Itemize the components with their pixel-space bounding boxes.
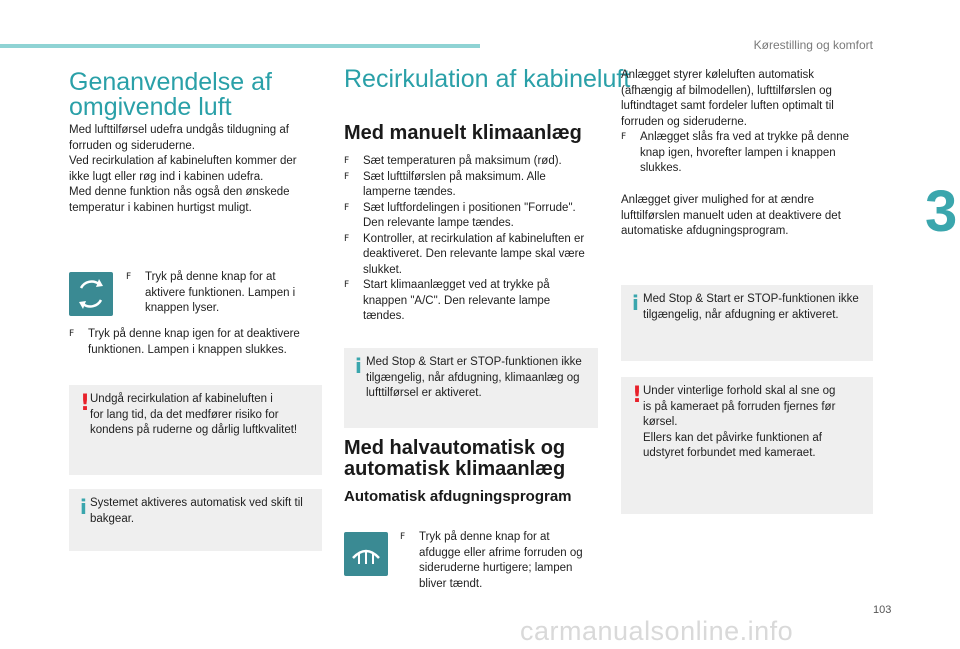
text-line: luftindtaget samt fordeler luften optimalt til [621,100,834,112]
manual-heading: Med manuelt klimaanlæg [344,122,582,144]
bullet-marker-icon: F [344,202,350,213]
bullet-marker-icon: F [69,329,75,339]
text-line: tilgængelig, når afdugning, klimaanlæg og [366,371,580,384]
section-title: Recirkulation af kabineluft [344,65,631,93]
heading-line: Med halvautomatisk og [344,437,566,459]
bullet-marker-icon: F [400,532,406,542]
bullet-marker-icon: F [344,280,350,290]
text-line: forruden og sideruderne. [621,115,747,128]
text-line: Sæt temperaturen på maksimum (rød). [363,155,562,167]
text-line: aktivere funktionen. Lampen i [145,286,296,299]
title-line: Genanvendelse af [69,68,272,96]
auto-description [621,68,877,177]
text-line: ikke lugt eller røg ind i kabinen udefra. [69,170,264,183]
text-line: kørsel. [643,416,678,428]
manual-steps [344,154,600,325]
header-accent-bar [0,44,480,48]
watermark: carmanualsonline.info [520,616,794,646]
text-line: Tryk på denne knap for at [419,531,550,543]
chapter-number: 3 [925,182,960,242]
text-line: slukket. [363,263,402,276]
info-box [344,348,598,428]
text-line: bliver tændt. [419,577,483,590]
text-line: knappen lyser. [145,302,220,314]
text-line: temperatur i kabinen hurtigst muligt. [69,201,252,214]
text-line: Anlægget styrer køleluften automatisk [621,69,815,81]
text-line: Tryk på denne knap igen for at deaktivere [88,328,300,340]
text-line: slukkes. [640,162,682,174]
warning-box [69,385,322,475]
text-line: Undgå recirkulation af kabineluften i [90,393,273,405]
press-instruction [126,270,316,317]
text-line: bakgear. [90,512,135,525]
intro-paragraph [69,123,319,216]
warning-icon: ! [80,391,91,416]
text-line: tændes. [363,310,405,322]
text-line: for lang tid, da det medfører risiko for [90,408,279,421]
text-line: sideruderne hurtigere; lampen [419,562,573,574]
text-line: automatiske afdugningsprogram. [621,225,789,237]
text-line: Den relevante lampe tændes. [363,217,514,229]
text-line: Med denne funktion nås også den ønskede [69,186,290,198]
text-line: funktionen. Lampen i knappen slukkes. [88,343,287,356]
text-line: Under vinterlige forhold skal al sne og [643,385,836,397]
page-number: 103 [873,604,892,616]
text-line: lufttilførsel er aktiveret. [366,387,482,399]
auto-heading [344,438,565,480]
manual-override-paragraph [621,193,877,240]
info-box [69,489,322,551]
bullet-marker-icon: F [621,132,627,142]
recirculation-button-icon [69,272,113,316]
title-line: omgivende luft [69,93,232,121]
text-line: knap igen, hvorefter lampen i knappen [640,146,836,159]
text-line: Sæt lufttilførslen på maksimum. Alle [363,170,546,183]
info-icon: i [80,495,87,519]
warning-icon: ! [632,383,643,408]
heading-line: automatisk klimaanlæg [344,458,566,480]
text-line: Med lufttilførsel udefra undgås tildugning af [69,124,289,136]
text-line: lamperne tændes. [363,186,456,198]
info-box [621,285,873,361]
info-icon: i [355,354,362,378]
text-line: lufttilførslen manuelt uden at deaktivere det [621,209,841,222]
text-line: udstyret forbundet med kameraet. [643,447,816,459]
bullet-marker-icon: F [344,156,350,166]
defrost-button-icon [344,532,388,576]
text-line: Anlægget giver mulighed for at ændre [621,194,815,206]
text-line: afdugge eller afrime forruden og [419,546,583,559]
text-line: Sæt luftfordelingen i positionen "Forrude". [363,201,576,214]
text-line: Ved recirkulation af kabineluften kommer der [69,155,297,167]
warning-box [621,377,873,514]
text-line: Systemet aktiveres automatisk ved skift til [90,497,303,509]
bullet-marker-icon: F [344,171,350,182]
text-line: Start klimaanlægget ved at trykke på [363,279,550,291]
text-line: tilgængelig, når afdugning er aktiveret. [643,308,839,321]
text-line: knappen "A/C". Den relevante lampe [363,294,551,307]
text-line: Med Stop & Start er STOP-funktionen ikke [366,356,582,368]
text-line: is på kameraet på forruden fjernes før [643,400,836,413]
header-title: Kørestilling og komfort [753,38,873,52]
program-heading: Automatisk afdugningsprogram [344,488,572,505]
defrost-instruction [400,530,600,592]
bullet-marker-icon: F [126,272,132,282]
press-again-instruction [69,327,324,358]
text-line: Tryk på denne knap for at [145,271,276,283]
section-title [69,70,272,120]
text-line: forruden og sideruderne. [69,139,195,152]
text-line: Kontroller, at recirkulation af kabineluften er [363,232,585,245]
text-line: kondens på ruderne og dårlig luftkvalitet! [90,424,298,436]
text-line: deaktiveret. Den relevante lampe skal være [363,248,585,260]
text-line: Ellers kan det påvirke funktionen af [643,431,822,444]
text-line: (afhængig af bilmodellen), lufttilførslen og [621,84,832,97]
text-line: Anlægget slås fra ved at trykke på denne [640,131,850,143]
bullet-marker-icon: F [344,233,350,244]
text-line: Med Stop & Start er STOP-funktionen ikke [643,293,859,305]
info-icon: i [632,291,639,315]
